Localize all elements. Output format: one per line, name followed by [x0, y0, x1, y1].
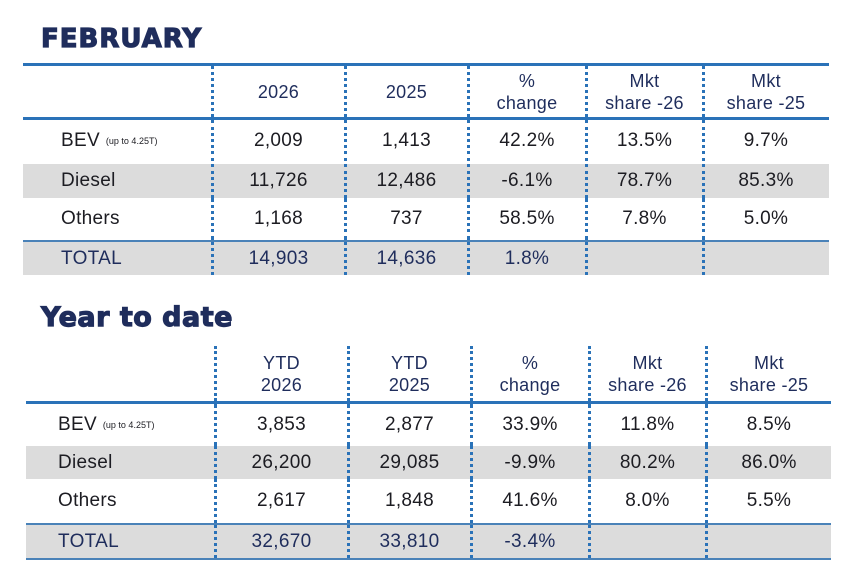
cell-ytd-2025: 1,848 — [384, 490, 435, 511]
cell-ytd-2026: 26,200 — [251, 451, 312, 473]
row-label — [23, 120, 212, 161]
row-label: TOTAL — [61, 247, 122, 269]
header-text: YTD — [263, 352, 300, 373]
cell-2025: 12,486 — [376, 170, 437, 191]
cell-mkt-share-25: 9.7% — [743, 129, 789, 151]
cell-ytd-2026: 3,853 — [256, 414, 307, 435]
cell-2025: 1,413 — [381, 129, 432, 151]
cell-mkt-share-26: 80.2% — [619, 451, 676, 473]
cell-mkt-share-25: 86.0% — [741, 451, 797, 473]
header-mkt-share-26 — [586, 66, 703, 117]
cell-mkt-share-26: 7.8% — [622, 208, 667, 229]
header-text: share -25 — [729, 374, 809, 395]
row-label: TOTAL — [58, 530, 119, 552]
header-text: Mkt — [751, 70, 781, 91]
table-row-others — [26, 479, 831, 523]
table-row-diesel — [26, 446, 831, 479]
row-label — [26, 404, 215, 446]
february-table — [23, 63, 829, 275]
cell-pct-change: 33.9% — [502, 414, 558, 435]
header-text: Mkt — [629, 70, 660, 91]
label-text: BEV — [58, 414, 97, 435]
cell-pct-change: 42.2% — [499, 129, 555, 151]
cell-mkt-share-25 — [706, 525, 832, 558]
cell-2026: 1,168 — [253, 208, 304, 229]
cell-mkt-share-25: 5.0% — [743, 208, 789, 229]
cell-ytd-2025: 33,810 — [379, 530, 440, 552]
section-title-ytd: Year to date — [41, 302, 233, 333]
table-row-others — [23, 198, 829, 240]
header-pct-change — [468, 66, 586, 117]
header-mkt-share-25 — [703, 66, 829, 117]
header-text: % — [518, 70, 536, 91]
row-label: Diesel — [58, 451, 113, 473]
header-text: YTD — [391, 352, 428, 373]
cell-2025: 14,636 — [376, 247, 437, 269]
row-label: Others — [58, 490, 117, 511]
header-text: share -26 — [608, 374, 687, 395]
cell-mkt-share-26: 11.8% — [620, 414, 675, 435]
cell-pct-change: -3.4% — [504, 530, 556, 552]
header-text: share -26 — [605, 92, 684, 113]
table-row-bev — [23, 120, 829, 161]
cell-mkt-share-25: 5.5% — [746, 490, 792, 511]
header-mkt-share-26 — [589, 346, 706, 401]
row-label: Diesel — [61, 170, 116, 191]
table-row-diesel — [23, 164, 829, 198]
header-2025 — [345, 66, 468, 117]
row-label: Others — [61, 208, 120, 229]
table-row-total — [23, 240, 829, 275]
header-text: 2025 — [385, 81, 428, 102]
header-ytd-2026 — [215, 346, 348, 401]
cell-pct-change: 1.8% — [504, 247, 550, 269]
sublabel-text: (up to 4.25T) — [105, 135, 158, 146]
header-text: Mkt — [632, 352, 663, 373]
label-text: BEV — [61, 129, 100, 151]
header-text: 2026 — [260, 374, 303, 395]
cell-ytd-2025: 29,085 — [379, 451, 440, 473]
cell-2026: 2,009 — [253, 129, 304, 151]
cell-ytd-2026: 2,617 — [256, 490, 307, 511]
cell-pct-change: 58.5% — [499, 208, 555, 229]
cell-mkt-share-25: 85.3% — [738, 170, 794, 191]
sublabel-text: (up to 4.25T) — [102, 420, 155, 430]
header-pct-change — [471, 346, 589, 401]
header-2026 — [212, 66, 345, 117]
header-text: 2026 — [257, 81, 300, 102]
cell-ytd-2025: 2,877 — [384, 414, 435, 435]
header-text: 2025 — [388, 374, 431, 395]
cell-mkt-share-25 — [703, 242, 829, 275]
header-text: share -25 — [726, 92, 806, 113]
table-header — [26, 346, 831, 404]
table-row-bev — [26, 404, 831, 446]
table-header — [23, 63, 829, 120]
header-mkt-share-25 — [706, 346, 832, 401]
header-text: % — [521, 352, 539, 373]
cell-mkt-share-26: 13.5% — [616, 129, 673, 151]
table-row-total — [26, 523, 831, 560]
cell-mkt-share-26 — [589, 525, 706, 558]
header-text: Mkt — [754, 352, 784, 373]
cell-mkt-share-26: 78.7% — [616, 170, 673, 191]
cell-2026: 14,903 — [248, 247, 309, 269]
cell-mkt-share-25: 8.5% — [746, 414, 792, 435]
cell-ytd-2026: 32,670 — [251, 530, 312, 552]
header-text: change — [496, 92, 558, 113]
header-ytd-2025 — [348, 346, 471, 401]
cell-2025: 737 — [390, 208, 423, 229]
cell-pct-change: 41.6% — [502, 490, 558, 511]
cell-pct-change: -6.1% — [501, 170, 553, 191]
cell-pct-change: -9.9% — [504, 451, 556, 473]
cell-2026: 11,726 — [249, 170, 308, 191]
section-title-february: FEBRUARY — [41, 24, 203, 54]
cell-mkt-share-26: 8.0% — [625, 490, 670, 511]
header-text: change — [499, 374, 561, 395]
cell-mkt-share-26 — [586, 242, 703, 275]
ytd-table — [26, 346, 831, 560]
